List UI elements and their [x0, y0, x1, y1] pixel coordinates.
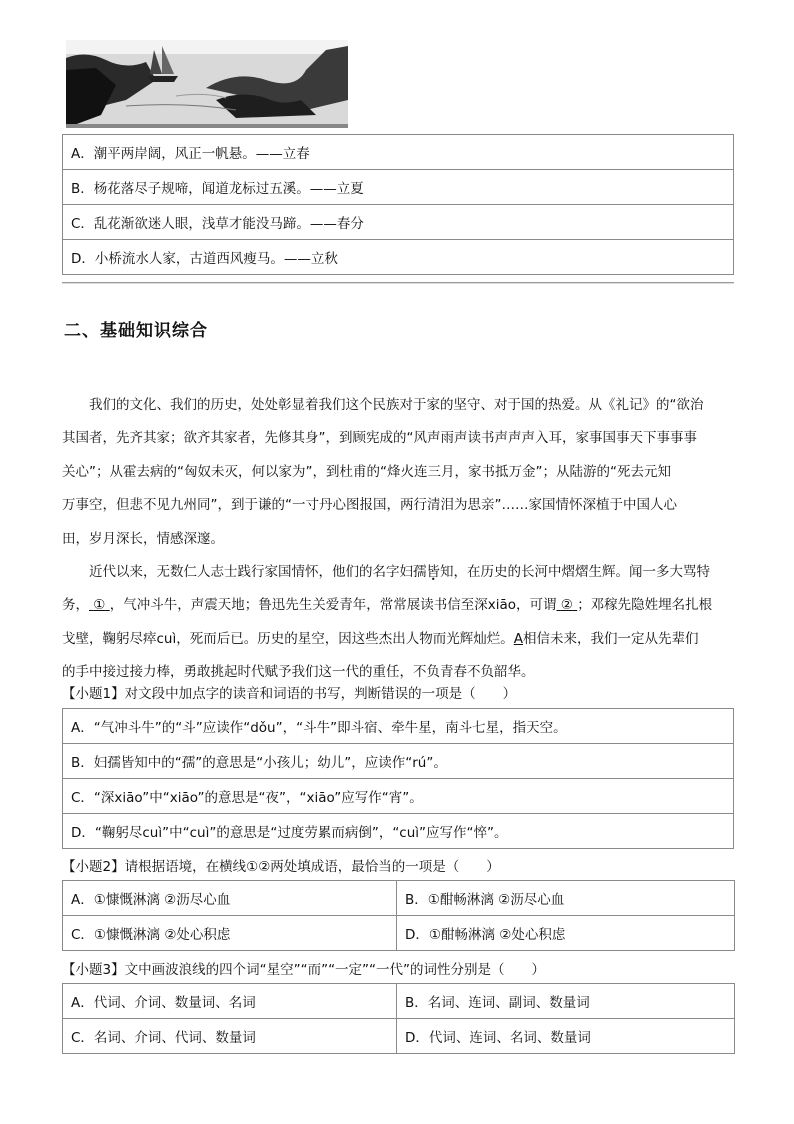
question-3-stem: 【小题3】文中画波浪线的四个词“星空”“而”“一定”“一代”的词性分别是（ ） — [62, 962, 546, 978]
passage-text: ，气冲斗牛，声震天地；鲁迅先生关爱青年，常常展读书信至深xiāo，可谓 — [109, 597, 557, 614]
option-a[interactable]: A．潮平两岸阔，风正一帆悬。——立春 — [63, 135, 734, 170]
question-1-options — [62, 708, 734, 849]
passage-line: 万事空，但悲不见九州同”，到于谦的“一寸丹心图报国，两行清泪为思亲”……家国情怀深植于中国人心 — [62, 497, 677, 514]
passage-line: 关心”；从霍去病的“匈奴未灭，何以家为”，到杜甫的“烽火连三月，家书抵万金”；从陆游的“死去元知 — [62, 463, 671, 480]
q3-option-c[interactable]: C．名词、介词、代词、数量词 — [63, 1019, 397, 1054]
q3-option-a[interactable]: A．代词、介词、数量词、名词 — [63, 984, 397, 1019]
passage-text: 近代以来，无数仁人志士践行家国情怀，他们的名字妇 — [89, 564, 413, 581]
q2-option-a[interactable]: A．①慷慨淋漓 ②沥尽心血 — [63, 881, 397, 916]
section-divider — [62, 282, 734, 283]
q3-option-b[interactable]: B．名词、连词、副词、数量词 — [397, 984, 735, 1019]
passage-line — [62, 556, 738, 589]
question-2-stem: 【小题2】请根据语境，在横线①②两处填成语，最恰当的一项是（ ） — [62, 859, 500, 875]
passage-line — [62, 623, 738, 656]
option-d[interactable]: D．小桥流水人家，古道西风瘦马。——立秋 — [63, 240, 734, 275]
q2-option-b[interactable]: B．①酣畅淋漓 ②沥尽心血 — [397, 881, 735, 916]
blank-2: ② — [560, 597, 573, 614]
blank-1: ① — [93, 597, 106, 614]
passage-text: 皆知，在历史的长河中熠熠生辉。闻一多大骂特 — [426, 564, 710, 581]
landscape-illustration — [66, 40, 348, 128]
passage-text: 务， — [62, 597, 89, 614]
q1-option-a[interactable]: A．“气冲斗牛”的“斗”应读作“dǒu”，“斗牛”即斗宿、牵牛星，南斗七星，指天空。 — [63, 709, 734, 744]
underline-mark-a: A — [513, 630, 523, 647]
q1-option-b[interactable]: B．妇孺皆知中的“孺”的意思是“小孩儿；幼儿”，应读作“rú”。 — [63, 744, 734, 779]
dotted-char: 孺 — [413, 564, 427, 581]
passage-line: 田，岁月深长，情感深邃。 — [62, 530, 224, 547]
option-c[interactable]: C．乱花渐欲迷人眼，浅草才能没马蹄。——春分 — [63, 205, 734, 240]
question-1-stem: 【小题1】对文段中加点字的读音和词语的书写，判断错误的一项是（ ） — [62, 686, 517, 702]
reading-passage — [62, 389, 738, 690]
q1-option-c[interactable]: C．“深xiāo”中“xiāo”的意思是“夜”，“xiāo”应写作“宵”。 — [63, 779, 734, 814]
passage-line: 我们的文化、我们的历史，处处彰显着我们这个民族对于家的坚守、对于国的热爱。从《礼记》的“欲治 — [89, 397, 704, 413]
q2-option-c[interactable]: C．①慷慨淋漓 ②处心积虑 — [63, 916, 397, 951]
q3-option-d[interactable]: D．代词、连词、名词、数量词 — [397, 1019, 735, 1054]
question-2-options — [62, 880, 735, 951]
section-title: 二、基础知识综合 — [64, 321, 208, 341]
passage-line: 其国者，先齐其家；欲齐其家者，先修其身”，到顾宪成的“风声雨声读书声声声入耳，家事国事天下事事事 — [62, 430, 697, 447]
passage-text: 相信未来，我们一定从先辈们 — [522, 630, 699, 647]
option-b[interactable]: B．杨花落尽子规啼，闻道龙标过五溪。——立夏 — [63, 170, 734, 205]
passage-line: 的手中接过接力棒，勇敢挑起时代赋予我们这一代的重任，不负青春不负韶华。 — [62, 664, 535, 681]
passage-line — [62, 589, 738, 622]
top-options-table — [62, 134, 734, 275]
q2-option-d[interactable]: D．①酣畅淋漓 ②处心积虑 — [397, 916, 735, 951]
question-3-options — [62, 983, 735, 1054]
q1-option-d[interactable]: D．“鞠躬尽cuì”中“cuì”的意思是“过度劳累而病倒”，“cuì”应写作“悴”。 — [63, 814, 734, 849]
passage-text: 戈壁，鞠躬尽瘁cuì，死而后已。历史的星空，因这些杰出人物而光辉灿烂。 — [62, 630, 514, 647]
passage-text: ；邓稼先隐姓埋名扎根 — [577, 597, 713, 614]
